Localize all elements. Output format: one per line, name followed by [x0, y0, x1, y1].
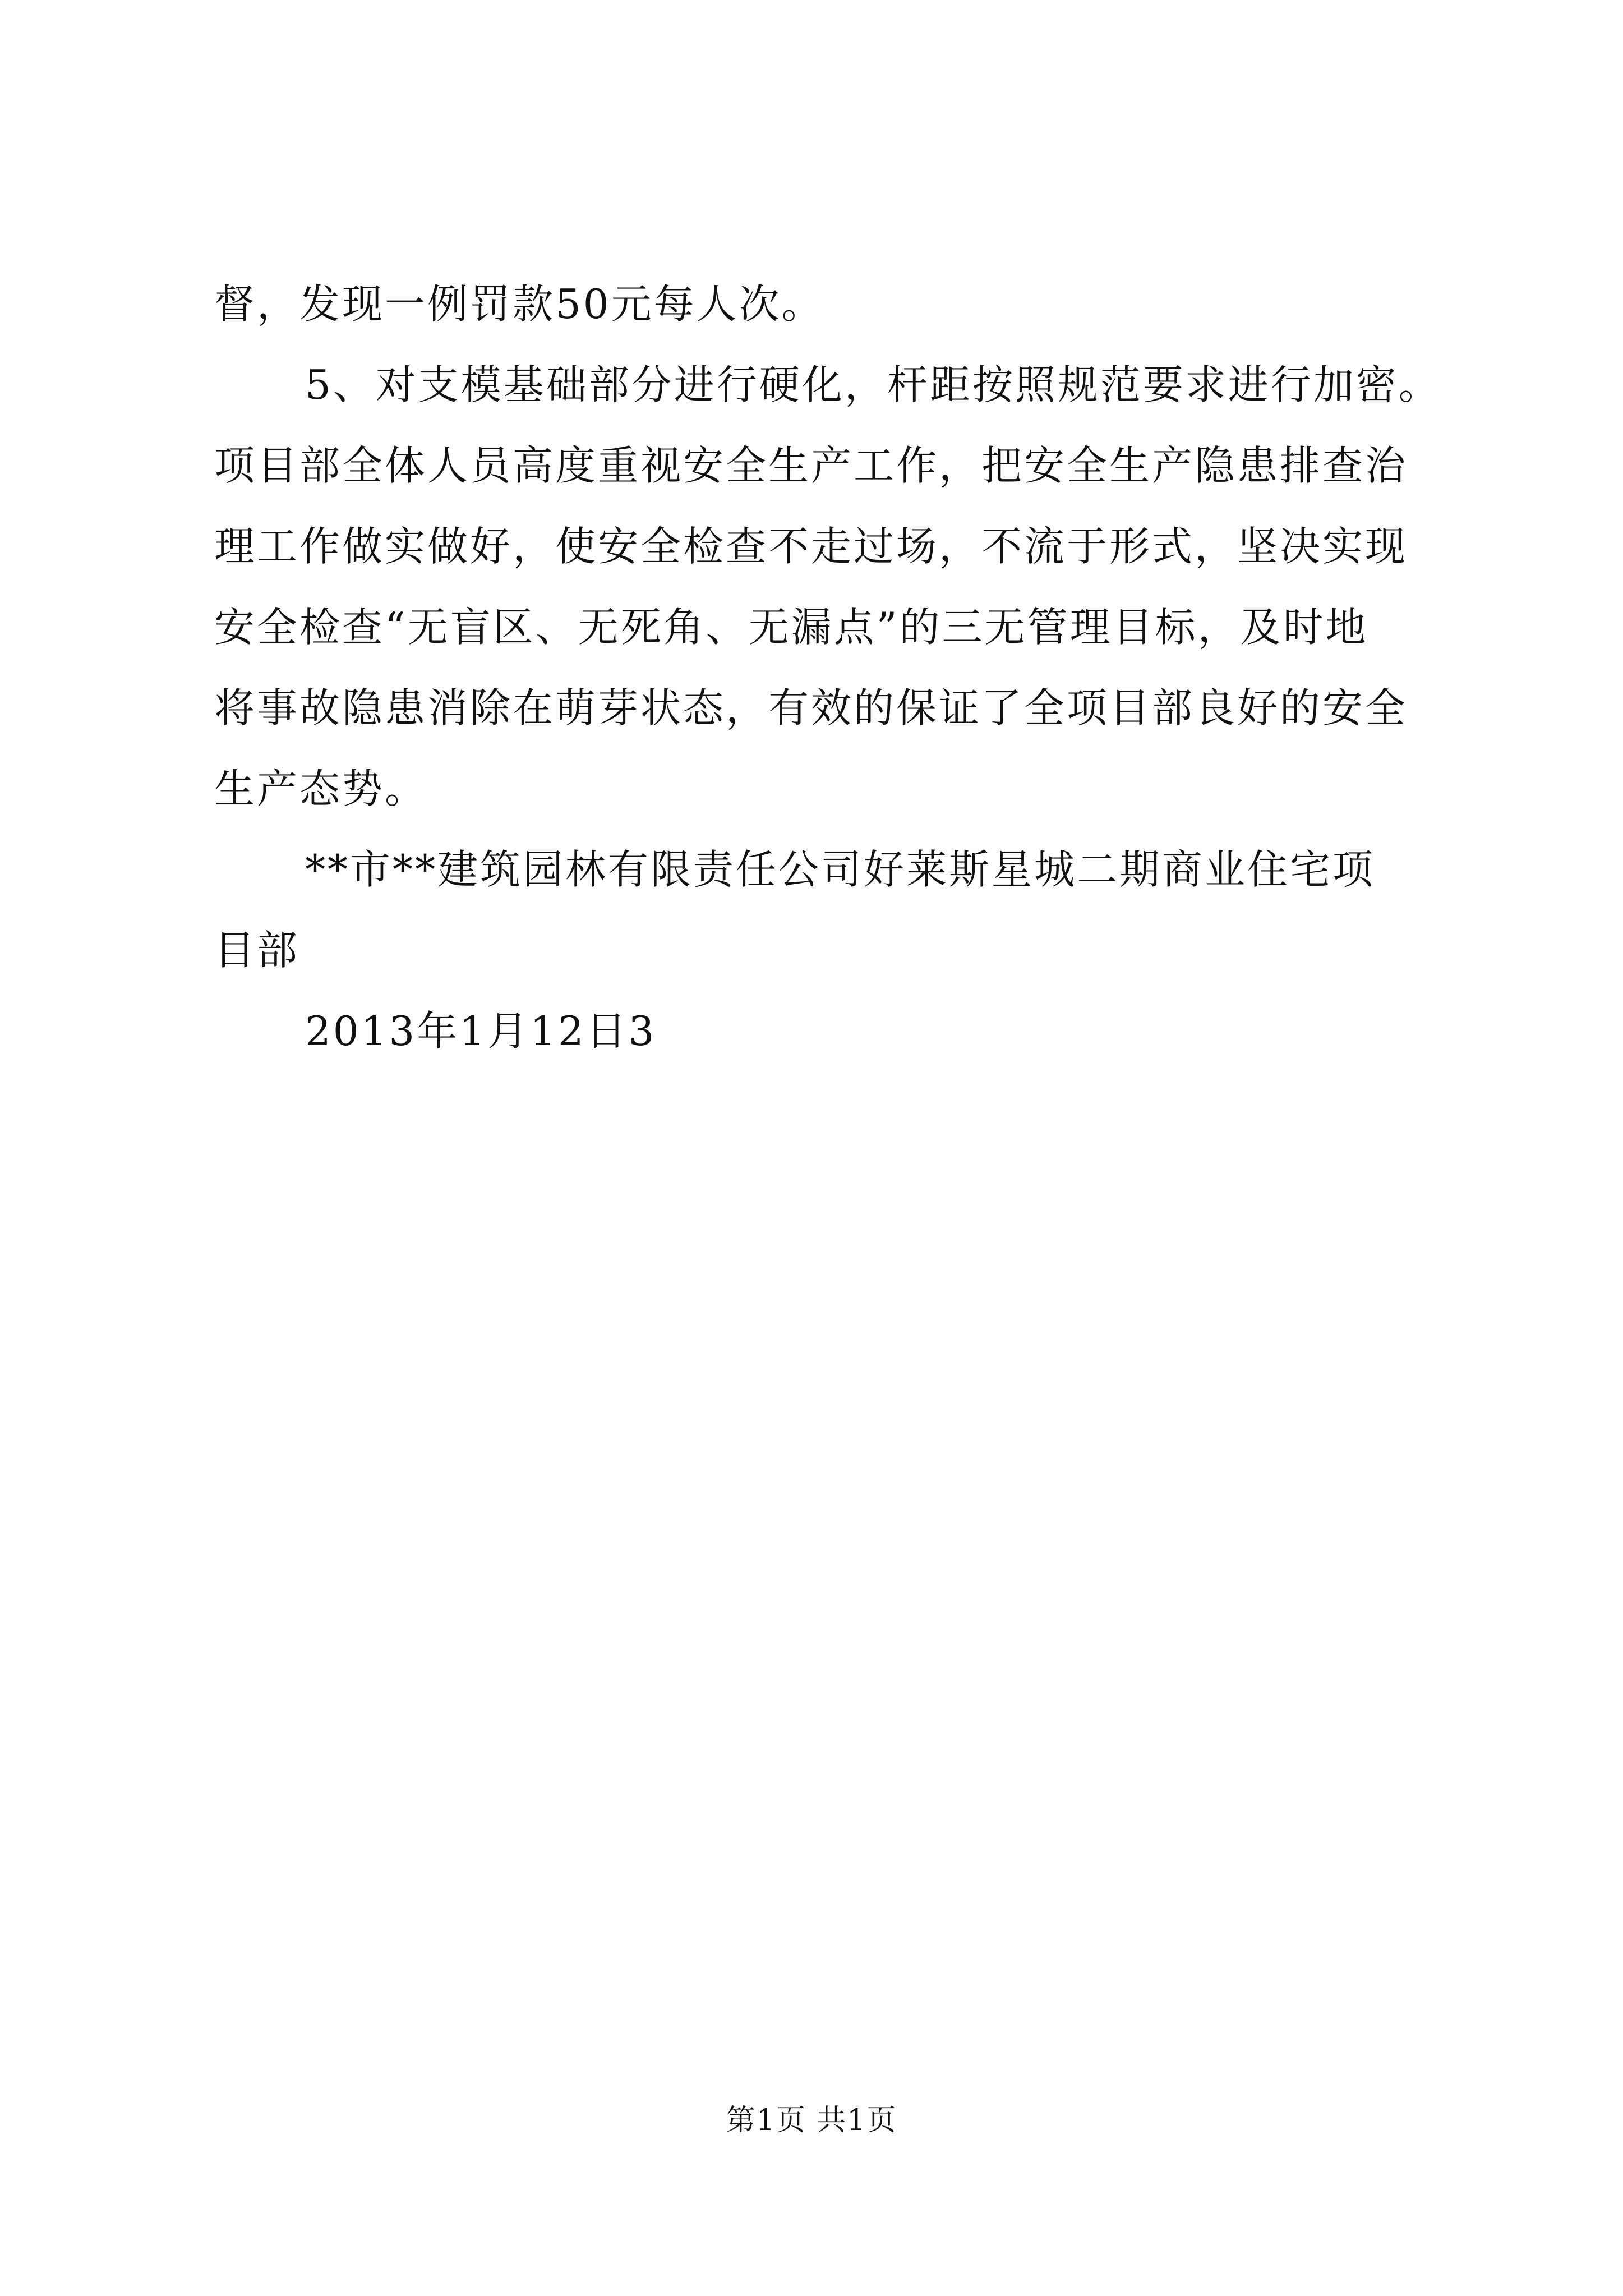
- text-line-7: 生产态势。: [214, 765, 428, 812]
- signature-line-2: 目部: [214, 927, 300, 974]
- text-line-1: 督，发现一例罚款50元每人次。: [214, 280, 824, 328]
- text-line-6: 将事故隐患消除在萌芽状态，有效的保证了全项目部良好的安全: [214, 684, 1408, 731]
- date-line: 2013年1月12日3: [305, 1007, 657, 1055]
- text-line-5: 安全检查“无盲区、无死角、无漏点”的三无管理目标，及时地: [214, 604, 1368, 651]
- signature-line-1: **市**建筑园林有限责任公司好莱斯星城二期商业住宅项: [305, 846, 1376, 893]
- text-line-3: 项目部全体人员高度重视安全生产工作，把安全生产隐患排查治: [214, 442, 1408, 489]
- document-body: [214, 264, 1441, 1071]
- text-line-2: 5、对支模基础部分进行硬化，杆距按照规范要求进行加密。: [305, 361, 1441, 408]
- page-footer: 第1页 共1页: [726, 2104, 897, 2137]
- text-line-4: 理工作做实做好，使安全检查不走过场，不流于形式，坚决实现: [214, 523, 1408, 570]
